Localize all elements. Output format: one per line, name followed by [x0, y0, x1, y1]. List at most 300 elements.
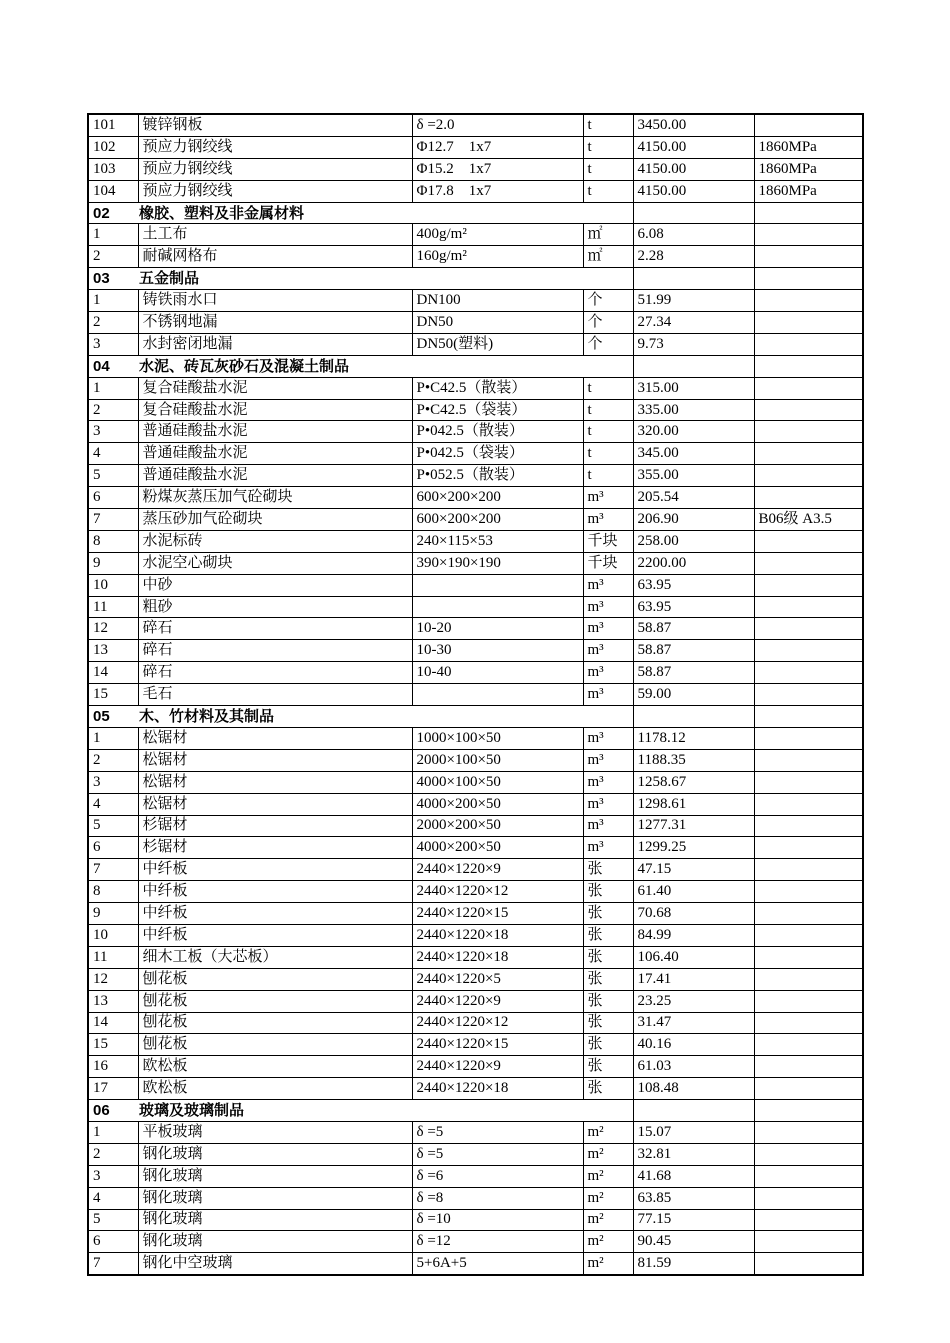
price-cell: 6.08	[633, 224, 754, 246]
section-number: 03	[93, 270, 110, 288]
table-row	[88, 312, 863, 334]
unit-cell: m³	[583, 487, 633, 509]
price-cell: 17.41	[633, 968, 754, 990]
seq-cell: 12	[88, 618, 138, 640]
unit-cell: m³	[583, 727, 633, 749]
note-cell	[754, 684, 863, 706]
table-row	[88, 727, 863, 749]
price-cell: 206.90	[633, 509, 754, 531]
seq-cell: 5	[88, 815, 138, 837]
seq-cell: 14	[88, 662, 138, 684]
name-cell: 粉煤灰蒸压加气砼砌块	[138, 487, 412, 509]
section-number: 02	[93, 204, 110, 222]
name-cell: 欧松板	[138, 1056, 412, 1078]
seq-cell: 11	[88, 596, 138, 618]
note-cell	[754, 727, 863, 749]
name-cell: 普通硅酸盐水泥	[138, 421, 412, 443]
unit-cell: 张	[583, 990, 633, 1012]
table-row	[88, 859, 863, 881]
section-row	[88, 202, 863, 224]
price-cell: 345.00	[633, 443, 754, 465]
name-cell: 镀锌钢板	[138, 114, 412, 136]
section-label	[88, 202, 633, 224]
seq-cell: 11	[88, 946, 138, 968]
unit-cell: m³	[583, 640, 633, 662]
spec-cell: 10-40	[412, 662, 583, 684]
spec-cell: P•042.5（袋装）	[412, 443, 583, 465]
spec-cell: δ =8	[412, 1187, 583, 1209]
seq-cell: 3	[88, 333, 138, 355]
note-cell	[754, 837, 863, 859]
unit-cell: 张	[583, 859, 633, 881]
table-row	[88, 990, 863, 1012]
unit-cell: 个	[583, 312, 633, 334]
seq-cell: 3	[88, 421, 138, 443]
note-cell	[754, 552, 863, 574]
name-cell: 钢化玻璃	[138, 1231, 412, 1253]
unit-cell: 张	[583, 924, 633, 946]
name-cell: 水泥标砖	[138, 530, 412, 552]
section-title: 橡胶、塑料及非金属材料	[139, 204, 305, 222]
unit-cell: 个	[583, 333, 633, 355]
name-cell: 杉锯材	[138, 837, 412, 859]
table-row	[88, 946, 863, 968]
table-row	[88, 596, 863, 618]
price-cell: 205.54	[633, 487, 754, 509]
name-cell: 欧松板	[138, 1078, 412, 1100]
section-label	[88, 355, 633, 377]
unit-cell: m²	[583, 1209, 633, 1231]
spec-cell: 600×200×200	[412, 509, 583, 531]
table-row	[88, 1209, 863, 1231]
seq-cell: 2	[88, 399, 138, 421]
spec-cell: 2440×1220×12	[412, 881, 583, 903]
section-title: 木、竹材料及其制品	[139, 707, 275, 725]
section-row	[88, 706, 863, 728]
section-title: 水泥、砖瓦灰砂石及混凝土制品	[139, 357, 350, 375]
seq-cell: 15	[88, 684, 138, 706]
note-cell	[754, 618, 863, 640]
name-cell: 钢化玻璃	[138, 1209, 412, 1231]
spec-cell: Φ12.7 1x7	[412, 136, 583, 158]
note-cell: B06级 A3.5	[754, 509, 863, 531]
note-cell	[754, 1209, 863, 1231]
section-number: 06	[93, 1102, 110, 1120]
note-cell	[754, 1253, 863, 1275]
unit-cell: t	[583, 465, 633, 487]
unit-cell: m²	[583, 1165, 633, 1187]
price-cell: 1298.61	[633, 793, 754, 815]
spec-cell: δ =10	[412, 1209, 583, 1231]
name-cell: 杉锯材	[138, 815, 412, 837]
note-cell	[754, 793, 863, 815]
seq-cell: 4	[88, 793, 138, 815]
section-price-cell	[633, 268, 754, 290]
material-price-table	[87, 113, 864, 1276]
spec-cell: 390×190×190	[412, 552, 583, 574]
spec-cell: 2440×1220×9	[412, 990, 583, 1012]
note-cell	[754, 312, 863, 334]
seq-cell: 13	[88, 990, 138, 1012]
price-cell: 51.99	[633, 290, 754, 312]
seq-cell: 104	[88, 180, 138, 202]
unit-cell: t	[583, 180, 633, 202]
table-row	[88, 487, 863, 509]
spec-cell: 4000×100×50	[412, 771, 583, 793]
price-cell: 31.47	[633, 1012, 754, 1034]
unit-cell: t	[583, 377, 633, 399]
spec-cell: 240×115×53	[412, 530, 583, 552]
price-cell: 32.81	[633, 1143, 754, 1165]
unit-cell: 个	[583, 290, 633, 312]
price-cell: 61.03	[633, 1056, 754, 1078]
table-row	[88, 114, 863, 136]
spec-cell: DN50	[412, 312, 583, 334]
price-cell: 320.00	[633, 421, 754, 443]
seq-cell: 14	[88, 1012, 138, 1034]
note-cell	[754, 465, 863, 487]
seq-cell: 7	[88, 509, 138, 531]
price-cell: 2.28	[633, 246, 754, 268]
unit-cell: 张	[583, 881, 633, 903]
price-cell: 3450.00	[633, 114, 754, 136]
table-row	[88, 246, 863, 268]
name-cell: 预应力钢绞线	[138, 136, 412, 158]
name-cell: 平板玻璃	[138, 1121, 412, 1143]
spec-cell: DN100	[412, 290, 583, 312]
name-cell: 松锯材	[138, 749, 412, 771]
unit-cell: ㎡	[583, 246, 633, 268]
name-cell: 钢化中空玻璃	[138, 1253, 412, 1275]
note-cell	[754, 574, 863, 596]
unit-cell: 张	[583, 1078, 633, 1100]
table-row	[88, 465, 863, 487]
note-cell	[754, 924, 863, 946]
note-cell	[754, 1056, 863, 1078]
table-row	[88, 684, 863, 706]
price-table-body	[88, 114, 863, 1275]
name-cell: 耐碱网格布	[138, 246, 412, 268]
table-row	[88, 136, 863, 158]
spec-cell: 2440×1220×9	[412, 1056, 583, 1078]
table-row	[88, 443, 863, 465]
note-cell	[754, 640, 863, 662]
seq-cell: 6	[88, 837, 138, 859]
name-cell: 刨花板	[138, 1012, 412, 1034]
seq-cell: 13	[88, 640, 138, 662]
table-row	[88, 1253, 863, 1275]
seq-cell: 2	[88, 312, 138, 334]
table-row	[88, 399, 863, 421]
table-row	[88, 1187, 863, 1209]
section-price-cell	[633, 202, 754, 224]
price-cell: 27.34	[633, 312, 754, 334]
price-cell: 258.00	[633, 530, 754, 552]
table-row	[88, 1121, 863, 1143]
table-row	[88, 180, 863, 202]
name-cell: 碎石	[138, 662, 412, 684]
seq-cell: 15	[88, 1034, 138, 1056]
spec-cell: P•042.5（散装）	[412, 421, 583, 443]
note-cell	[754, 946, 863, 968]
seq-cell: 1	[88, 224, 138, 246]
seq-cell: 1	[88, 727, 138, 749]
price-cell: 4150.00	[633, 180, 754, 202]
unit-cell: 张	[583, 903, 633, 925]
spec-cell: δ =6	[412, 1165, 583, 1187]
unit-cell: 张	[583, 1056, 633, 1078]
spec-cell: P•C42.5（散装）	[412, 377, 583, 399]
name-cell: 中纤板	[138, 924, 412, 946]
section-label	[88, 1100, 633, 1122]
note-cell	[754, 399, 863, 421]
spec-cell: 600×200×200	[412, 487, 583, 509]
spec-cell: Φ17.8 1x7	[412, 180, 583, 202]
price-cell: 63.95	[633, 574, 754, 596]
unit-cell: t	[583, 114, 633, 136]
seq-cell: 2	[88, 246, 138, 268]
spec-cell	[412, 574, 583, 596]
note-cell	[754, 1143, 863, 1165]
spec-cell: 2440×1220×18	[412, 1078, 583, 1100]
spec-cell: P•052.5（散装）	[412, 465, 583, 487]
name-cell: 中纤板	[138, 881, 412, 903]
seq-cell: 1	[88, 290, 138, 312]
price-cell: 58.87	[633, 640, 754, 662]
price-cell: 1188.35	[633, 749, 754, 771]
table-row	[88, 968, 863, 990]
table-row	[88, 421, 863, 443]
seq-cell: 3	[88, 1165, 138, 1187]
unit-cell: m³	[583, 509, 633, 531]
spec-cell: P•C42.5（袋装）	[412, 399, 583, 421]
note-cell	[754, 881, 863, 903]
section-row	[88, 1100, 863, 1122]
seq-cell: 17	[88, 1078, 138, 1100]
spec-cell: 4000×200×50	[412, 837, 583, 859]
spec-cell: Φ15.2 1x7	[412, 158, 583, 180]
name-cell: 水泥空心砌块	[138, 552, 412, 574]
seq-cell: 1	[88, 377, 138, 399]
seq-cell: 2	[88, 749, 138, 771]
spec-cell: 10-20	[412, 618, 583, 640]
price-cell: 108.48	[633, 1078, 754, 1100]
seq-cell: 12	[88, 968, 138, 990]
spec-cell: 400g/m²	[412, 224, 583, 246]
unit-cell: 千块	[583, 552, 633, 574]
name-cell: 土工布	[138, 224, 412, 246]
table-row	[88, 1056, 863, 1078]
note-cell	[754, 815, 863, 837]
spec-cell: 2440×1220×9	[412, 859, 583, 881]
name-cell: 普通硅酸盐水泥	[138, 443, 412, 465]
price-cell: 81.59	[633, 1253, 754, 1275]
seq-cell: 102	[88, 136, 138, 158]
note-cell	[754, 771, 863, 793]
unit-cell: m³	[583, 684, 633, 706]
unit-cell: m²	[583, 1143, 633, 1165]
table-row	[88, 530, 863, 552]
spec-cell	[412, 596, 583, 618]
price-cell: 315.00	[633, 377, 754, 399]
name-cell: 复合硅酸盐水泥	[138, 377, 412, 399]
name-cell: 预应力钢绞线	[138, 180, 412, 202]
note-cell	[754, 1187, 863, 1209]
price-cell: 106.40	[633, 946, 754, 968]
spec-cell: 1000×100×50	[412, 727, 583, 749]
price-cell: 84.99	[633, 924, 754, 946]
spec-cell: 2440×1220×5	[412, 968, 583, 990]
table-row	[88, 924, 863, 946]
spec-cell: 2440×1220×15	[412, 1034, 583, 1056]
unit-cell: ㎡	[583, 224, 633, 246]
section-note-cell	[754, 1100, 863, 1122]
table-row	[88, 903, 863, 925]
seq-cell: 1	[88, 1121, 138, 1143]
section-price-cell	[633, 1100, 754, 1122]
name-cell: 钢化玻璃	[138, 1165, 412, 1187]
note-cell	[754, 749, 863, 771]
seq-cell: 7	[88, 859, 138, 881]
name-cell: 蒸压砂加气砼砌块	[138, 509, 412, 531]
section-number: 05	[93, 707, 110, 725]
table-row	[88, 290, 863, 312]
price-cell: 63.95	[633, 596, 754, 618]
price-cell: 1258.67	[633, 771, 754, 793]
seq-cell: 8	[88, 881, 138, 903]
price-cell: 58.87	[633, 662, 754, 684]
section-title: 五金制品	[139, 270, 200, 288]
seq-cell: 5	[88, 465, 138, 487]
name-cell: 钢化玻璃	[138, 1187, 412, 1209]
table-row	[88, 1012, 863, 1034]
spec-cell: 2000×200×50	[412, 815, 583, 837]
note-cell	[754, 903, 863, 925]
note-cell: 1860MPa	[754, 158, 863, 180]
section-price-cell	[633, 706, 754, 728]
unit-cell: t	[583, 421, 633, 443]
note-cell	[754, 662, 863, 684]
price-cell: 63.85	[633, 1187, 754, 1209]
name-cell: 中砂	[138, 574, 412, 596]
name-cell: 钢化玻璃	[138, 1143, 412, 1165]
table-row	[88, 1165, 863, 1187]
unit-cell: m³	[583, 793, 633, 815]
table-row	[88, 618, 863, 640]
spec-cell: 5+6A+5	[412, 1253, 583, 1275]
table-row	[88, 881, 863, 903]
seq-cell: 16	[88, 1056, 138, 1078]
spec-cell: δ =2.0	[412, 114, 583, 136]
table-row	[88, 158, 863, 180]
table-row	[88, 640, 863, 662]
price-cell: 2200.00	[633, 552, 754, 574]
name-cell: 中纤板	[138, 903, 412, 925]
unit-cell: 张	[583, 1012, 633, 1034]
name-cell: 铸铁雨水口	[138, 290, 412, 312]
unit-cell: m³	[583, 596, 633, 618]
table-row	[88, 574, 863, 596]
table-row	[88, 837, 863, 859]
name-cell: 预应力钢绞线	[138, 158, 412, 180]
price-cell: 77.15	[633, 1209, 754, 1231]
price-cell: 15.07	[633, 1121, 754, 1143]
name-cell: 粗砂	[138, 596, 412, 618]
unit-cell: 张	[583, 946, 633, 968]
unit-cell: m²	[583, 1253, 633, 1275]
spec-cell: δ =5	[412, 1121, 583, 1143]
note-cell	[754, 114, 863, 136]
section-label	[88, 706, 633, 728]
price-cell: 1299.25	[633, 837, 754, 859]
name-cell: 不锈钢地漏	[138, 312, 412, 334]
name-cell: 松锯材	[138, 771, 412, 793]
name-cell: 刨花板	[138, 990, 412, 1012]
unit-cell: 千块	[583, 530, 633, 552]
seq-cell: 7	[88, 1253, 138, 1275]
price-cell: 59.00	[633, 684, 754, 706]
spec-cell: δ =5	[412, 1143, 583, 1165]
name-cell: 普通硅酸盐水泥	[138, 465, 412, 487]
unit-cell: m³	[583, 837, 633, 859]
table-row	[88, 1143, 863, 1165]
seq-cell: 3	[88, 771, 138, 793]
unit-cell: m²	[583, 1187, 633, 1209]
spec-cell: 2440×1220×18	[412, 946, 583, 968]
spec-cell	[412, 684, 583, 706]
note-cell	[754, 487, 863, 509]
table-row	[88, 377, 863, 399]
table-row	[88, 815, 863, 837]
seq-cell: 4	[88, 1187, 138, 1209]
note-cell	[754, 246, 863, 268]
spec-cell: DN50(塑料)	[412, 333, 583, 355]
note-cell: 1860MPa	[754, 180, 863, 202]
price-cell: 4150.00	[633, 136, 754, 158]
unit-cell: t	[583, 399, 633, 421]
seq-cell: 9	[88, 903, 138, 925]
seq-cell: 6	[88, 1231, 138, 1253]
unit-cell: m²	[583, 1121, 633, 1143]
seq-cell: 5	[88, 1209, 138, 1231]
spec-cell: 160g/m²	[412, 246, 583, 268]
unit-cell: t	[583, 158, 633, 180]
section-price-cell	[633, 355, 754, 377]
table-row	[88, 509, 863, 531]
note-cell: 1860MPa	[754, 136, 863, 158]
section-label	[88, 268, 633, 290]
spec-cell: 2440×1220×12	[412, 1012, 583, 1034]
name-cell: 刨花板	[138, 968, 412, 990]
table-row	[88, 1231, 863, 1253]
price-cell: 47.15	[633, 859, 754, 881]
name-cell: 碎石	[138, 618, 412, 640]
unit-cell: m³	[583, 749, 633, 771]
note-cell	[754, 421, 863, 443]
note-cell	[754, 1034, 863, 1056]
spec-cell: 4000×200×50	[412, 793, 583, 815]
unit-cell: m³	[583, 771, 633, 793]
table-row	[88, 224, 863, 246]
price-cell: 41.68	[633, 1165, 754, 1187]
note-cell	[754, 224, 863, 246]
unit-cell: m²	[583, 1231, 633, 1253]
name-cell: 细木工板（大芯板）	[138, 946, 412, 968]
price-cell: 58.87	[633, 618, 754, 640]
note-cell	[754, 333, 863, 355]
unit-cell: 张	[583, 968, 633, 990]
note-cell	[754, 596, 863, 618]
